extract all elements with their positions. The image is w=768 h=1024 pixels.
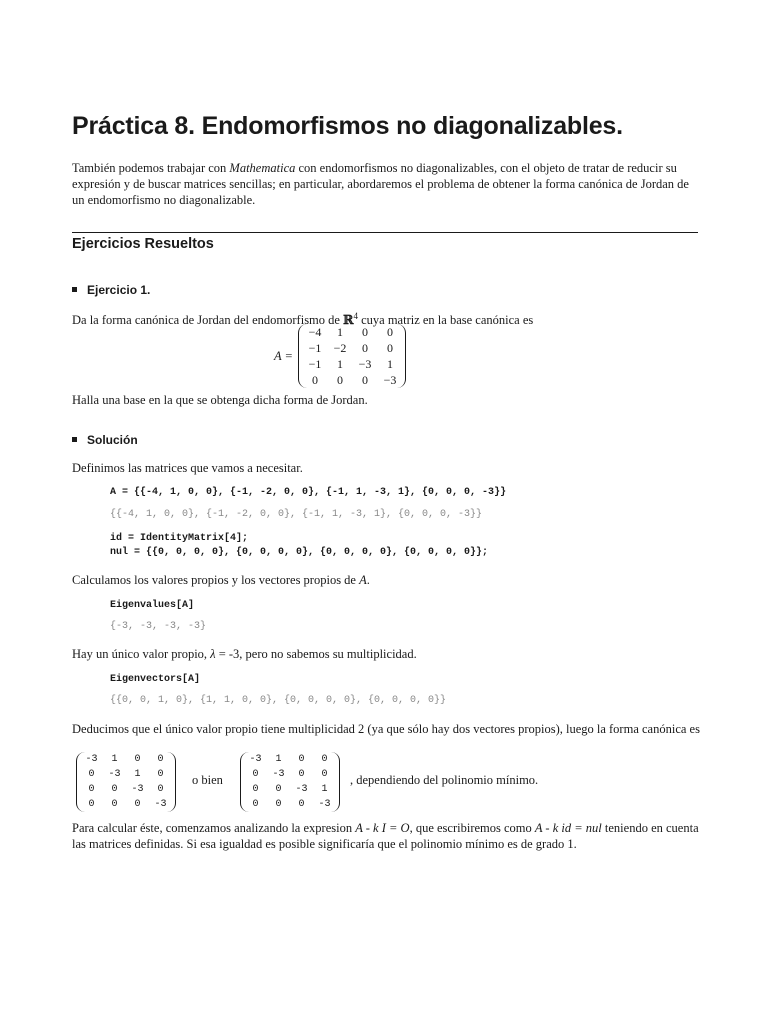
matrix-cell: 0 [337, 373, 343, 387]
matrix-cell: 1 [275, 754, 282, 765]
matrix-cell: 1 [387, 357, 393, 371]
matrix-cell: 0 [387, 325, 393, 339]
matrix-cell: −2 [333, 341, 347, 355]
solution-paragraph-1: Definimos las matrices que vamos a necesitar. [72, 461, 303, 475]
exercise-task: Halla una base en la que se obtenga dicha forma de Jordan. [72, 393, 368, 407]
jordan-matrix-2 [240, 752, 340, 812]
code-input-4[interactable]: Eigenvectors[A] [110, 674, 201, 685]
matrix-cell: −1 [308, 357, 322, 371]
code-input-1[interactable]: A = {{-4, 1, 0, 0}, {-1, -2, 0, 0}, {-1, 1, -3, 1}, {0, 0, 0, -3}} [110, 487, 507, 498]
solution-paragraph-5: Para calcular éste, comenzamos analizando la expresion A - k I = O, que escribiremos como A - k id = nul teniendo en cuenta las matrices definidas. Si esa igualdad es posible significaría que el polinomio mínimo es de grado 1. [72, 821, 699, 851]
solution-heading: Solución [72, 433, 138, 447]
matrix-cell: 0 [252, 784, 259, 795]
minimal-polynomial-note: , dependiendo del polinomio mínimo. [350, 773, 539, 787]
matrix-cell: -3 [272, 769, 285, 780]
matrix-cell: -3 [85, 754, 98, 765]
matrix-cell: 0 [88, 799, 95, 810]
jordan-matrix-1 [76, 752, 176, 812]
matrix-a [298, 324, 406, 388]
matrix-cell: 0 [362, 373, 368, 387]
matrix-cell: 0 [111, 784, 118, 795]
matrix-cell: 1 [111, 754, 118, 765]
matrix-cell: 0 [362, 325, 368, 339]
code-output-4: {{0, 0, 1, 0}, {1, 1, 0, 0}, {0, 0, 0, 0}, {0, 0, 0, 0}} [110, 695, 447, 706]
expression-2: A - k id = nul [534, 821, 602, 835]
matrix-cell: 0 [88, 769, 95, 780]
matrix-cell: 0 [298, 769, 305, 780]
intro-paragraph: También podemos trabajar con Mathematica con endomorfismos no diagonalizables, con el objeto de tratar de reducir su expresión y de buscar matrices sencillas; en particular, abordaremos el problema de obtener la forma canónica de Jordan de un endomorfismo no diagonalizable. [72, 161, 689, 207]
bullet-square-icon [72, 287, 77, 292]
matrix-cell: 0 [298, 799, 305, 810]
matrix-a-label: A = [274, 349, 293, 363]
exercise-statement: Da la forma canónica de Jordan del endomorfismo de ℝ$^4$ cuya matriz en la base canónica es [72, 311, 534, 328]
matrix-cell: 0 [111, 799, 118, 810]
matrix-cell: 1 [321, 784, 328, 795]
solution-paragraph-4: Deducimos que el único valor propio tiene multiplicidad 2 (ya que sólo hay dos vectores propios), luego la forma canónica es [72, 722, 700, 736]
matrix-cell: 0 [321, 754, 328, 765]
code-input-2[interactable]: id = IdentityMatrix[4]; nul = {{0, 0, 0, 0}, {0, 0, 0, 0}, {0, 0, 0, 0}, {0, 0, 0, 0}}; [110, 533, 489, 558]
code-output-3: {-3, -3, -3, -3} [110, 621, 207, 632]
matrix-cell: 0 [298, 754, 305, 765]
solution-paragraph-2: Calculamos los valores propios y los vectores propios de A. [72, 573, 370, 587]
matrix-cell: 0 [252, 799, 259, 810]
matrix-cell: 0 [88, 784, 95, 795]
matrix-cell: 0 [312, 373, 318, 387]
exercise-heading: Ejercicio 1. [72, 283, 150, 297]
solution-paragraph-3: Hay un único valor propio, λ = -3, pero no sabemos su multiplicidad. [72, 647, 417, 661]
bullet-square-icon [72, 437, 77, 442]
matrix-cell: -3 [131, 784, 144, 795]
matrix-cell: 1 [337, 357, 343, 371]
matrix-cell: 0 [157, 784, 164, 795]
matrix-cell: 0 [275, 799, 282, 810]
matrix-cell: −4 [308, 325, 322, 339]
matrix-cell: 0 [275, 784, 282, 795]
matrix-cell: 0 [134, 754, 141, 765]
matrix-cell: -3 [295, 784, 308, 795]
or-label: o bien [192, 773, 223, 787]
matrix-cell: −1 [308, 341, 322, 355]
matrix-cell: 0 [387, 341, 393, 355]
matrix-cell: 0 [252, 769, 259, 780]
matrix-cell: -3 [108, 769, 121, 780]
page-title: Práctica 8. Endomorfismos no diagonalizables. [72, 112, 623, 140]
matrix-cell: 0 [134, 799, 141, 810]
expression-1: A - k I = O [355, 821, 410, 835]
real-numbers-symbol: ℝ [343, 312, 354, 328]
section-title: Ejercicios Resueltos [72, 236, 214, 252]
matrix-cell: -3 [249, 754, 262, 765]
matrix-cell: 0 [321, 769, 328, 780]
matrix-cell: -3 [318, 799, 331, 810]
code-output-1: {{-4, 1, 0, 0}, {-1, -2, 0, 0}, {-1, 1, -3, 1}, {0, 0, 0, -3}} [110, 509, 483, 520]
code-input-3[interactable]: Eigenvalues[A] [110, 600, 195, 611]
matrix-cell: −3 [358, 357, 372, 371]
matrix-cell: 0 [157, 769, 164, 780]
matrix-cell: 1 [337, 325, 343, 339]
matrix-cell: -3 [154, 799, 167, 810]
matrix-cell: 1 [134, 769, 141, 780]
matrix-cell: −3 [383, 373, 397, 387]
section-divider [72, 232, 698, 233]
mathematica-name: Mathematica [229, 161, 296, 175]
matrix-cell: 0 [362, 341, 368, 355]
matrix-cell: 0 [157, 754, 164, 765]
